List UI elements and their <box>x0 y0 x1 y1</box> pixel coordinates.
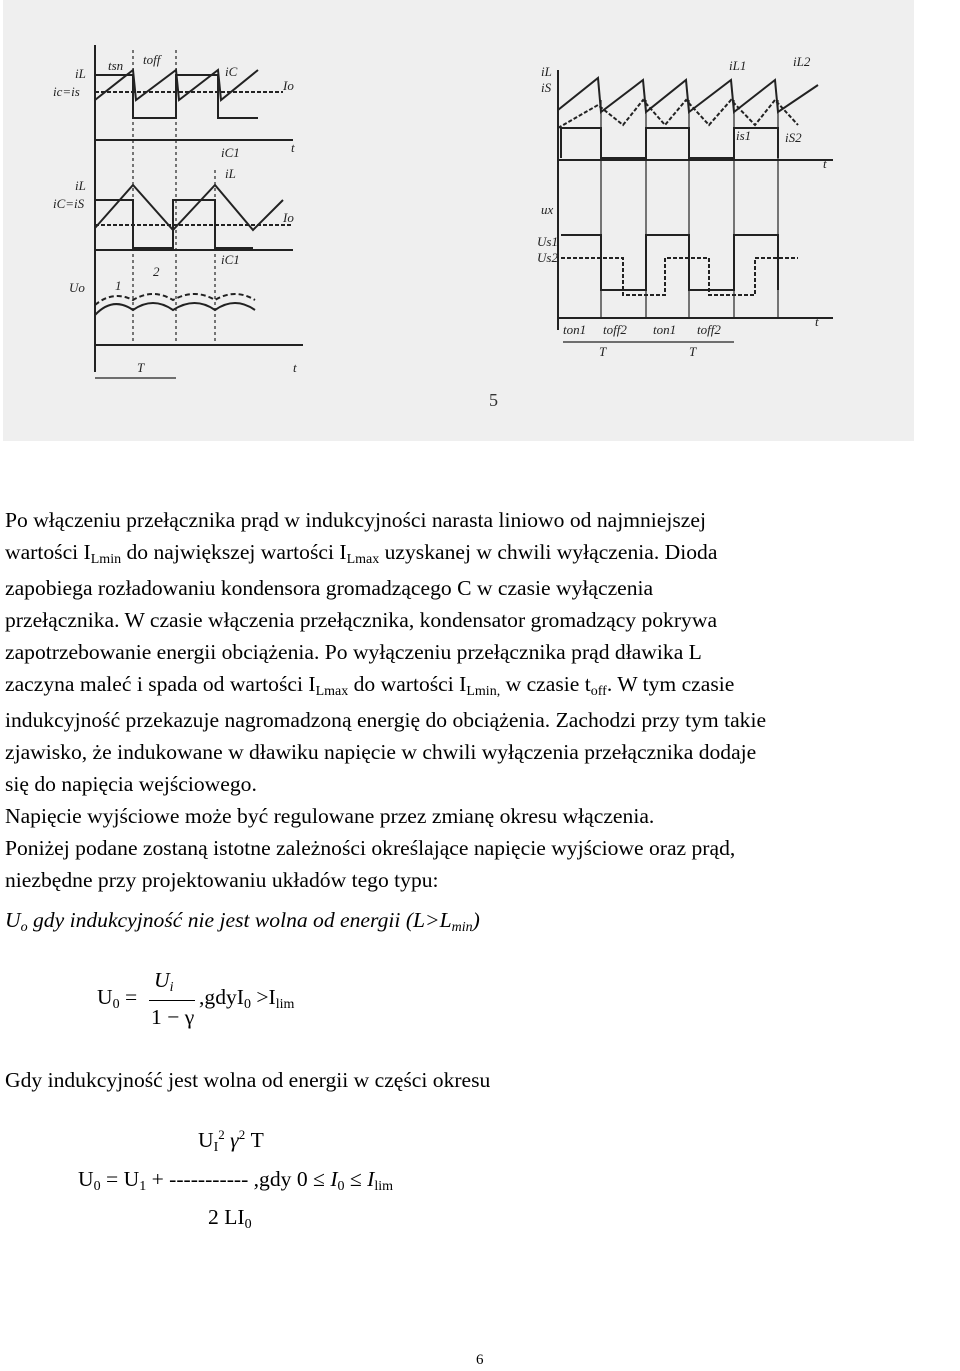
text: U <box>154 968 170 992</box>
text: przełącznika. W czasie włączenia przełącznika, kondensator gromadzący pokrywa <box>5 608 718 632</box>
text: U <box>97 985 113 1009</box>
condition-2: Gdy indukcyjność jest wolna od energii w części okresu <box>5 1068 491 1092</box>
left-label: iL <box>225 166 236 181</box>
text: gdy indukcyjność nie jest wolna od energii (L>L <box>27 908 452 932</box>
subscript: 0 <box>112 997 120 1012</box>
paragraph-line <box>5 768 960 800</box>
text: zaczyna maleć i spada od wartości I <box>5 672 316 696</box>
right-waveforms <box>558 70 833 342</box>
right-label: ton1 <box>653 322 677 337</box>
text: + ----------- ,gdy 0 <box>146 1167 308 1191</box>
right-label: ton1 <box>563 322 587 337</box>
text: zapobiega rozładowaniu kondensora gromadzącego C w czasie wyłączenia <box>5 576 654 600</box>
text: zjawisko, że indukowane w dławiku napięcie w chwili wyłączenia przełącznika dodaje <box>5 740 757 764</box>
right-label: t <box>823 156 827 171</box>
paragraph-line <box>5 604 960 636</box>
subscript: Lmin <box>90 552 122 567</box>
text: Poniżej podane zostaną istotne zależności określające napięcie wyjściowe oraz prąd, <box>5 836 736 860</box>
text: Po włączeniu przełącznika prąd w indukcyjności narasta liniowo od najmniejszej <box>5 508 706 532</box>
text: niezbędne przy projektowaniu układów tego typu: <box>5 868 439 892</box>
text: U <box>5 908 21 932</box>
text: w czasie t <box>500 672 591 696</box>
paragraph-line <box>5 736 960 768</box>
right-label: T <box>599 344 607 359</box>
left-label: T <box>137 360 145 375</box>
left-label: t <box>293 360 297 375</box>
right-label: T <box>689 344 697 359</box>
right-label: iL2 <box>793 54 811 69</box>
text: zapotrzebowanie energii obciążenia. Po wyłączeniu przełącznika prąd dławika L <box>5 640 702 664</box>
formula-2-main <box>78 1167 393 1192</box>
fraction-bar <box>149 1000 195 1001</box>
text: wartości I <box>5 540 91 564</box>
formula-2-numerator <box>198 1128 264 1153</box>
paragraph-line <box>5 636 960 668</box>
text: = U <box>100 1167 140 1191</box>
paragraph-line <box>5 572 960 604</box>
text: uzyskanej w chwili wyłączenia. Dioda <box>379 540 718 564</box>
subscript: Lmax <box>315 684 349 699</box>
formula-condition <box>199 985 294 1010</box>
right-label: iL <box>541 64 552 79</box>
text: = <box>119 985 138 1009</box>
subscript: I <box>213 1140 219 1155</box>
subscript: lim <box>374 1179 394 1194</box>
right-label: t <box>815 314 819 329</box>
formula-2-denominator <box>208 1205 252 1230</box>
text: się do napięcia wejściowego. <box>5 772 257 796</box>
waveform-svg <box>3 0 914 441</box>
left-label: iC1 <box>221 145 240 160</box>
left-label: iL <box>75 178 86 193</box>
subscript: 0 <box>93 1179 101 1194</box>
text: do największej wartości I <box>121 540 347 564</box>
subscript: 1 <box>139 1179 147 1194</box>
text: . W tym czasie <box>606 672 735 696</box>
text: 2 LI <box>208 1205 245 1229</box>
paragraph-line <box>5 704 960 736</box>
formula-1 <box>97 968 497 1038</box>
left-label: 2 <box>153 264 160 279</box>
text: Napięcie wyjściowe może być regulowane przez zmianę okresu włączenia. <box>5 804 655 828</box>
fraction-denominator: 1 − γ <box>151 1005 195 1029</box>
text: >I <box>250 985 276 1009</box>
formula-lhs <box>97 985 137 1010</box>
left-label: 1 <box>115 278 122 293</box>
condition-1 <box>5 908 480 933</box>
left-label: iC=iS <box>53 196 85 211</box>
text: U <box>198 1128 214 1152</box>
subscript: i <box>169 980 174 995</box>
right-label: iS2 <box>785 130 802 145</box>
text: U <box>78 1167 94 1191</box>
text: indukcyjność przekazuje nagromadzoną energię do obciążenia. Zachodzi przy tym takie <box>5 708 767 732</box>
right-label: is1 <box>736 128 752 143</box>
subscript: Lmax <box>346 552 380 567</box>
left-label: Io <box>283 78 294 93</box>
right-label: iL1 <box>729 58 747 73</box>
text: ) <box>472 908 480 932</box>
text: I <box>367 1167 375 1191</box>
text: I <box>330 1167 338 1191</box>
right-label: Us1 <box>537 234 558 249</box>
text: T <box>245 1128 264 1152</box>
scan-page-number: 5 <box>489 390 498 410</box>
text: γ <box>224 1128 239 1152</box>
left-label: iC <box>225 64 238 79</box>
waveform-figure <box>3 0 914 441</box>
right-labels <box>537 54 827 359</box>
left-label: t <box>291 140 295 155</box>
text: ,gdyI <box>199 985 244 1009</box>
subscript: 0 <box>244 1217 252 1232</box>
subscript: o <box>20 920 28 935</box>
subscript: 0 <box>337 1179 345 1194</box>
left-waveforms <box>95 45 303 378</box>
paragraph-line <box>5 800 960 832</box>
subscript: Lmin, <box>466 684 501 699</box>
text: do wartości I <box>348 672 467 696</box>
left-label: Uo <box>69 280 85 295</box>
body-text <box>5 504 960 896</box>
right-label: toff2 <box>697 322 721 337</box>
subscript: lim <box>275 997 295 1012</box>
paragraph-line <box>5 504 960 536</box>
right-label: iS <box>541 80 552 95</box>
paragraph-line <box>5 668 960 704</box>
left-label: tsn <box>108 58 124 73</box>
left-label: Io <box>283 210 294 225</box>
left-label: iL <box>75 66 86 81</box>
left-label: ic=is <box>53 84 80 99</box>
right-label: Us2 <box>537 250 558 265</box>
page-number: 6 <box>476 1352 484 1368</box>
subscript: off <box>590 684 607 699</box>
paragraph-line <box>5 536 960 572</box>
text: ≤ <box>307 1167 331 1191</box>
right-label: ux <box>541 202 554 217</box>
fraction-numerator <box>154 968 174 993</box>
text: ≤ <box>344 1167 368 1191</box>
superscript: 2 <box>218 1127 225 1142</box>
superscript: 2 <box>238 1127 246 1142</box>
paragraph-line <box>5 864 960 896</box>
left-label: iC1 <box>221 252 240 267</box>
subscript: min <box>451 920 473 935</box>
left-label: toff <box>143 52 161 67</box>
paragraph-line <box>5 832 960 864</box>
right-label: toff2 <box>603 322 627 337</box>
subscript: 0 <box>243 997 251 1012</box>
